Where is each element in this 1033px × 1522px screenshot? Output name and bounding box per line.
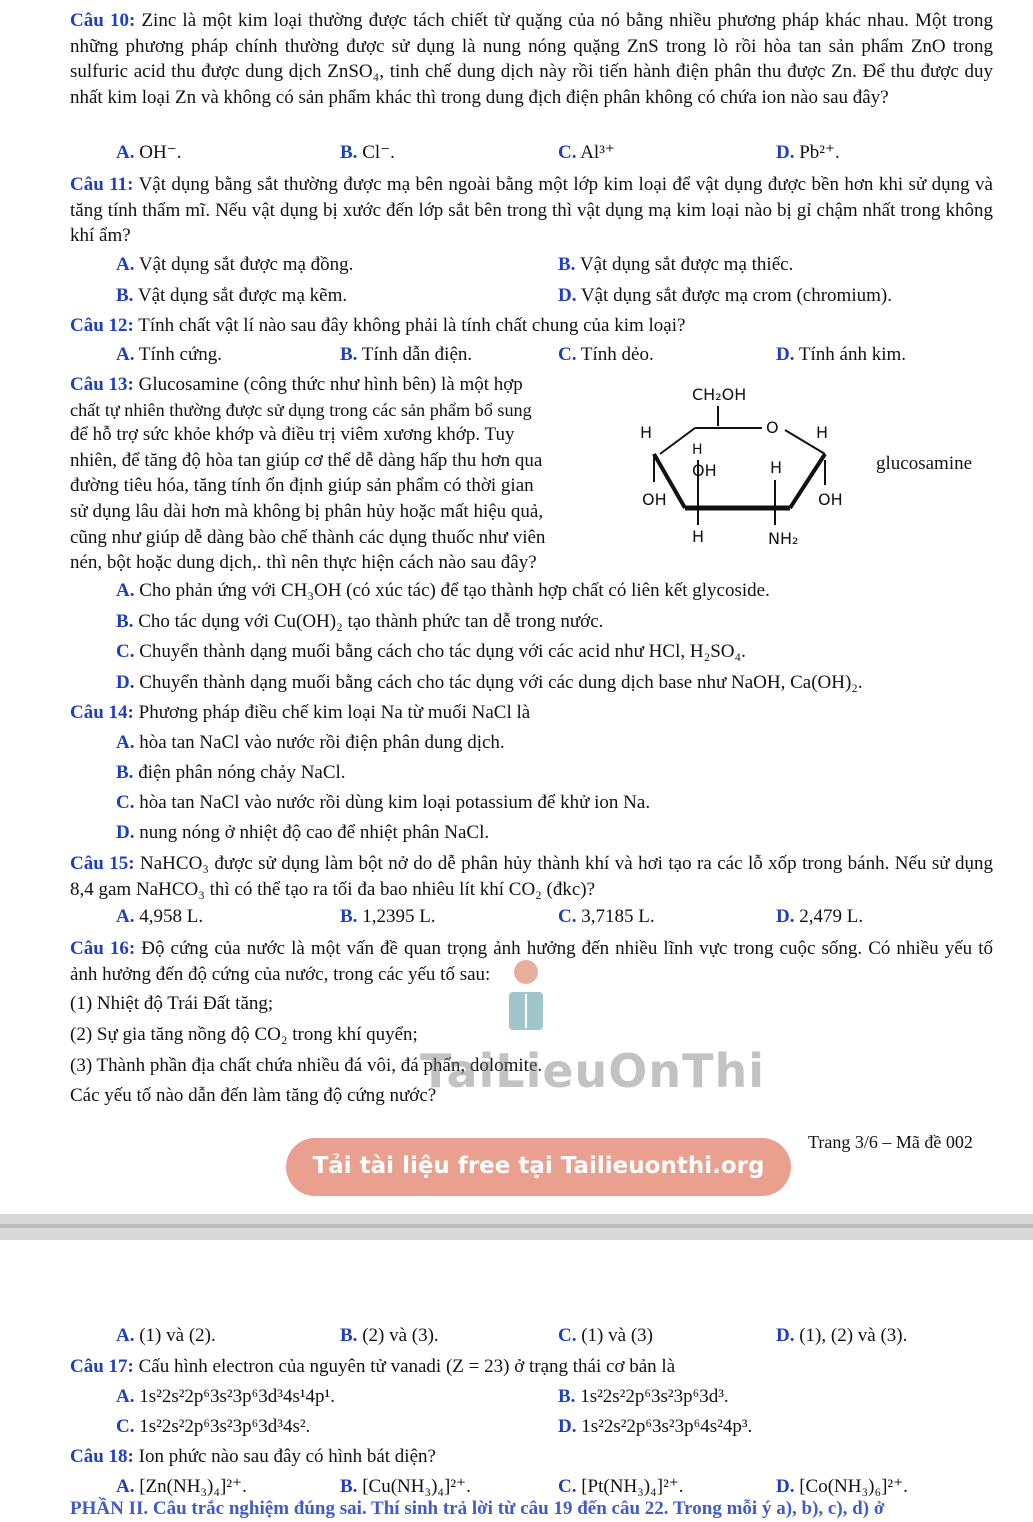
question-text: Vật dụng bằng sắt thường được mạ bên ngoài bằng một lớp kim loại để vật dụng được bền hơn khi sử dụng và tăng tính thẩm mĩ. Nếu vật dụng bị xước đến lớp sắt bên trong thì vật dụng mạ kim loại nào bị gỉ chậm nhất trong không khí ẩm? [70,174,993,247]
option-b[interactable]: B. điện phân nóng chảy NaCl. [116,762,346,783]
option-d[interactable]: D. 2,479 L. [776,906,864,927]
option-c[interactable]: C. hòa tan NaCl vào nước rồi dùng kim loại potassium để khử ion Na. [116,792,651,813]
ring-oxygen: O [766,418,779,437]
option-a[interactable]: A. Tính cứng. [116,344,223,365]
question-text: Độ cứng của nước là một vấn đề quan trọng ảnh hưởng đến nhiều lĩnh vực trong cuộc sống. Có nhiều yếu tố ảnh hưởng đến độ cứng của nước, trong các yếu tố sau: [70,938,993,985]
option-c[interactable]: C. 1s²2s²2p⁶3s²3p⁶3d³4s². [116,1416,311,1437]
page-separator [0,1214,1033,1240]
page-number: Trang 3/6 – Mã đề 002 [808,1132,973,1152]
question-text: Zinc là một kim loại thường được tách chiết từ quặng của nó bằng nhiều phương pháp khác nhau. Một trong những phương pháp chính thường được sử dụng là nung nóng quặng ZnS trong lò rồi hòa tan sản phẩm ZnO trong sulfuric acid thu được dung dịch ZnSO₄, tinh chế dung dịch này rồi tiến hành điện phân thu được Zn. Để thu được duy nhất kim loại Zn và không có sản phẩm khác thì trong dung địch điện phân không có chứa ion nào sau đây? [70,10,993,108]
option-d[interactable]: D. (1), (2) và (3). [776,1325,908,1346]
option-c[interactable]: C. Chuyển thành dạng muối bằng cách cho tác dụng với các acid như HCl, H₂SO₄. [116,641,746,662]
option-b[interactable]: B. (2) và (3). [340,1325,439,1346]
option-a[interactable]: A. Vật dụng sắt được mạ đồng. [116,254,354,275]
option-b[interactable]: B. 1s²2s²2p⁶3s²3p⁶3d³. [558,1386,729,1407]
option-c[interactable]: C. Tính dẻo. [558,344,654,365]
svg-text:OH: OH [818,490,843,509]
option-b[interactable]: B. Tính dẫn điện. [340,344,473,365]
option-d[interactable]: D. [Co(NH₃)₆]²⁺. [776,1476,908,1497]
option-a[interactable]: A. (1) và (2). [116,1325,216,1346]
exam-page-4 [0,1240,1033,1514]
question-13: Câu 13: Glucosamine (công thức như hình bên) là một hợp chất tự nhiên thường được sử dụng trong các sản phẩm bổ sung để hỗ trợ sức khỏe khớp và điều trị viêm xương khớp. Tuy nhiên, để tăng độ hòa tan giúp cơ thể dễ dàng hấp thu hơn qua đường tiêu hóa, tăng tính ổn định giúp sản phẩm có thời gian sử dụng lâu dài hơn mà không bị phân hủy hoặc mất hiệu quả, cũng như giúp dễ dàng bào chế thành các dụng thuốc như viên nén, bột hoặc dung dịch,. thì nên thực hiện cách nào sau đây? [70,374,546,574]
option-c[interactable]: C. [Pt(NH₃)₄]²⁺. [558,1476,684,1497]
option-b[interactable]: B. Vật dụng sắt được mạ thiếc. [558,254,794,275]
question-text: Cấu hình electron của nguyên tử vanadi (Z = 23) ở trạng thái cơ bản là [138,1356,676,1377]
option-a[interactable]: A. Cho phản ứng với CH₃OH (có xúc tác) để tạo thành hợp chất có liên kết glycoside. [116,580,770,601]
svg-text:OH: OH [642,490,667,509]
option-c[interactable]: C. Al³⁺ [558,142,615,163]
option-d[interactable]: D. nung nóng ở nhiệt độ cao để nhiệt phân NaCl. [116,822,490,843]
option-d[interactable]: D. Tính ánh kim. [776,344,907,365]
question-15 [70,851,993,902]
question-text: NaHCO₃ được sử dụng làm bột nở do dễ phân hủy thành khí và hơi tạo ra các lỗ xốp trong bánh. Nếu sử dụng 8,4 gam NaHCO₃ thì có thể tạo ra tối đa bao nhiêu lít khí CO₂ (đkc)? [70,853,994,900]
option-b[interactable]: B. Cho tác dụng với Cu(OH)₂ tạo thành phức tan dễ trong nước. [116,611,604,632]
factor-2: (2) Sự gia tăng nồng độ CO₂ trong khí quyển; [70,1024,418,1045]
question-text: Phương pháp điều chế kim loại Na từ muối NaCl là [138,702,531,723]
svg-text:OH: OH [692,461,717,480]
option-d[interactable]: D. Pb²⁺. [776,142,840,163]
question-number: Câu 11: [70,174,134,195]
question-number: Câu 15: [70,853,135,874]
option-b-duplicate[interactable]: B. Vật dụng sắt được mạ kẽm. [116,285,348,306]
option-d[interactable]: D. Vật dụng sắt được mạ crom (chromium). [558,285,892,306]
question-text: Tính chất vật lí nào sau đây không phải là tính chất chung của kim loại? [138,315,686,336]
ch2oh-label: CH₂OH [692,385,747,404]
question-10 [70,8,993,111]
option-a[interactable]: A. 1s²2s²2p⁶3s²3p⁶3d³4s¹4p¹. [116,1386,335,1407]
question-number: Câu 13: [70,374,134,395]
question-18 [70,1444,993,1470]
question-number: Câu 12: [70,315,134,336]
section-2-heading-cut: PHẦN II. Câu trắc nghiệm đúng sai. Thí sinh trả lời từ câu 19 đến câu 22. Trong mỗi ý a), b), c), d) ở [70,1498,885,1519]
question-12 [70,313,993,339]
watermark-text: TaiLieuOnThi [420,1044,766,1098]
question-text: Ion phức nào sau đây có hình bát diện? [138,1446,436,1467]
question-number: Câu 16: [70,938,136,959]
question-number: Câu 10: [70,10,136,31]
option-d[interactable]: D. Chuyển thành dạng muối bằng cách cho tác dụng với các dung dịch base như NaOH, Ca(OH)₂. [116,672,863,693]
option-b[interactable]: B. Cl⁻. [340,142,395,163]
option-a[interactable]: A. hòa tan NaCl vào nước rồi điện phân dung dịch. [116,732,505,753]
download-banner-link[interactable]: Tải tài liệu free tại Tailieuonthi.org [286,1138,791,1196]
factor-3: (3) Thành phần địa chất chứa nhiều đá vôi, đá phấn, dolomite. [70,1055,543,1076]
option-d[interactable]: D. 1s²2s²2p⁶3s²3p⁶4s²4p³. [558,1416,753,1437]
question-11 [70,172,993,249]
svg-text:H: H [692,442,703,458]
option-b[interactable]: B. 1,2395 L. [340,906,436,927]
option-c[interactable]: C. (1) và (3) [558,1325,653,1346]
svg-text:NH₂: NH₂ [768,529,799,548]
question-number: Câu 18: [70,1446,134,1467]
question-16-prompt: Các yếu tố nào dẫn đến làm tăng độ cứng nước? [70,1085,437,1106]
option-c[interactable]: C. 3,7185 L. [558,906,655,927]
svg-text:H: H [692,527,705,546]
svg-text:H: H [816,423,829,442]
watermark-logo [505,958,547,1032]
question-17 [70,1354,993,1380]
option-a[interactable]: A. [Zn(NH₃)₄]²⁺. [116,1476,247,1497]
glucosamine-structure [640,380,880,555]
option-a[interactable]: A. 4,958 L. [116,906,204,927]
question-number: Câu 17: [70,1356,134,1377]
option-a[interactable]: A. OH⁻. [116,142,182,163]
factor-1: (1) Nhiệt độ Trái Đất tăng; [70,993,274,1014]
structure-caption: glucosamine [876,453,973,474]
svg-text:H: H [640,423,653,442]
svg-text:H: H [770,458,783,477]
question-14 [70,700,993,726]
question-number: Câu 14: [70,702,134,723]
option-b[interactable]: B. [Cu(NH₃)₄]²⁺. [340,1476,471,1497]
